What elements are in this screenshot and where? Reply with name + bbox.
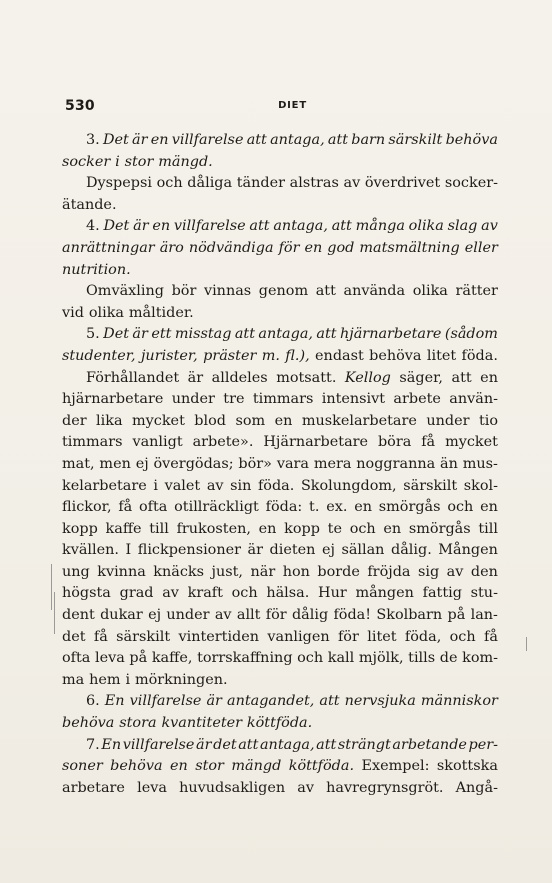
word: timmars — [252, 391, 314, 408]
word: mången — [355, 585, 414, 602]
word: anrättningar — [62, 239, 155, 256]
word: motsatt. — [276, 369, 337, 386]
word: att — [451, 369, 472, 386]
word: hälsa. — [266, 585, 310, 602]
word: kvällen. — [62, 542, 119, 559]
text-line — [62, 778, 498, 800]
text-line — [62, 389, 498, 411]
word: att — [246, 132, 267, 148]
word: lan- — [470, 607, 498, 624]
text-line — [62, 238, 498, 260]
word: överdrivet — [364, 175, 441, 192]
word: strängt — [337, 736, 391, 753]
word: att — [319, 693, 340, 710]
word: stu- — [470, 585, 498, 602]
word: att — [316, 326, 337, 343]
word: använda — [343, 283, 406, 300]
word: vanligt — [132, 434, 183, 451]
word: matsmältning — [359, 239, 460, 256]
word: I — [125, 542, 132, 559]
word: endast — [315, 347, 364, 364]
word: dålig — [291, 607, 329, 624]
word: att — [315, 283, 336, 300]
word: ej — [148, 607, 162, 624]
word: säger, — [399, 369, 443, 386]
word: och — [231, 585, 258, 602]
word: högsta — [62, 585, 111, 602]
word: alstras — [289, 175, 339, 192]
word: behöva — [445, 132, 498, 148]
word: en — [383, 520, 402, 537]
word: leva — [94, 650, 125, 667]
word: särskilt — [116, 628, 171, 645]
word: smörgås — [378, 499, 441, 516]
text-line — [62, 713, 498, 735]
word: av — [343, 175, 361, 192]
word: socker — [62, 153, 111, 170]
word: 5. — [86, 326, 100, 343]
text-line — [62, 152, 498, 174]
word: (sådom — [444, 326, 498, 343]
word: att — [238, 736, 259, 753]
word: sin — [230, 477, 252, 494]
word: en — [150, 132, 169, 148]
text-line — [62, 454, 498, 476]
margin-mark — [54, 592, 55, 634]
word: och — [447, 499, 474, 516]
word: 7. — [86, 736, 100, 753]
word: mycket — [132, 412, 185, 429]
word: vanligen — [267, 628, 330, 645]
word: fröjda — [367, 563, 411, 580]
word: antaga, — [270, 132, 325, 148]
word: präster — [203, 347, 257, 364]
word: torrskaffning — [197, 650, 293, 667]
word: kelarbetare — [62, 477, 147, 494]
word: i — [153, 477, 158, 494]
word: ej — [321, 542, 335, 559]
word: timmars — [62, 434, 123, 451]
word: är — [247, 542, 263, 559]
word: otillräckligt — [174, 499, 259, 516]
word: som — [235, 412, 266, 429]
word: till — [149, 520, 169, 537]
word: soner — [62, 758, 103, 775]
word: böra — [377, 434, 412, 451]
word: och — [297, 650, 324, 667]
word: Exempel: — [361, 758, 430, 775]
word: kaffe, — [151, 650, 193, 667]
word: kvinna — [97, 563, 146, 580]
text-line — [62, 605, 498, 627]
word: mera — [313, 455, 352, 472]
word: få — [93, 628, 108, 645]
word: vinnas — [203, 283, 252, 300]
word: leva — [137, 779, 167, 796]
word: särskilt — [403, 477, 458, 494]
word: barn — [351, 132, 386, 148]
word: arbetande — [392, 736, 467, 753]
word: En — [104, 693, 125, 710]
word: Skolbarn — [376, 607, 443, 624]
word: under — [426, 412, 470, 429]
word: flickpensioner — [137, 542, 242, 559]
word: Angå- — [455, 779, 498, 796]
word: arbetare — [62, 779, 125, 796]
word: villfarelse — [173, 218, 246, 235]
word: arbete». — [192, 434, 254, 451]
body-text — [62, 130, 498, 799]
word: flickor, — [62, 499, 112, 516]
word: ej — [135, 455, 149, 472]
word: av — [481, 218, 498, 235]
word: av — [297, 779, 314, 796]
word: föda: — [265, 499, 303, 516]
word: genom — [258, 283, 309, 300]
word: dålig. — [390, 542, 432, 559]
word: litet — [367, 628, 397, 645]
word: villfarelse — [171, 132, 244, 148]
page-number: 530 — [65, 98, 95, 114]
word: att — [234, 326, 255, 343]
word: rätter — [455, 283, 498, 300]
word: arbete — [393, 391, 441, 408]
word: kraft — [187, 585, 223, 602]
word: studenter, — [62, 347, 136, 364]
word: hem — [89, 671, 121, 688]
word: Det — [103, 218, 130, 235]
text-line — [62, 497, 498, 519]
word: människor — [420, 693, 498, 710]
word: en — [354, 499, 372, 516]
word: ex. — [326, 499, 348, 516]
word: mängd — [231, 758, 282, 775]
word: föda! — [333, 607, 372, 624]
word: fattig — [422, 585, 462, 602]
margin-mark — [51, 564, 52, 610]
word: smörgås — [408, 520, 471, 537]
word: mat, — [62, 455, 95, 472]
word: när — [250, 563, 276, 580]
margin-mark — [526, 637, 527, 651]
word: är — [132, 132, 148, 148]
word: m. — [261, 347, 280, 364]
word: en — [274, 412, 293, 429]
word: skottska — [436, 758, 498, 775]
word: är — [206, 693, 222, 710]
word: hjärnarbetare — [62, 391, 164, 408]
text-line — [62, 519, 498, 541]
word: sällan — [341, 542, 385, 559]
word: socker- — [444, 175, 498, 192]
word: vara — [276, 455, 309, 472]
word: ätande. — [62, 196, 117, 213]
word: En — [101, 736, 122, 753]
word: i — [115, 153, 120, 170]
word: alldeles — [211, 369, 268, 386]
text-line — [62, 195, 498, 217]
word: dent — [62, 607, 95, 624]
word: slag — [447, 218, 478, 235]
word: der — [62, 412, 87, 429]
word: jurister, — [140, 347, 198, 364]
text-line — [62, 756, 498, 778]
word: noggranna — [356, 455, 436, 472]
word: grad — [119, 585, 154, 602]
word: hjärnarbetare — [340, 326, 442, 343]
word: att — [249, 218, 270, 235]
word: borde — [317, 563, 360, 580]
word: till — [478, 520, 498, 537]
word: ofta — [139, 499, 168, 516]
word: en — [152, 218, 171, 235]
word: per- — [468, 736, 498, 753]
word: vintertiden — [178, 628, 260, 645]
word: Förhållandet — [86, 369, 180, 386]
text-line — [62, 260, 498, 282]
word: en — [169, 758, 188, 775]
word: det — [62, 628, 86, 645]
word: på — [447, 607, 466, 624]
word: köttföda. — [288, 758, 355, 775]
text-line — [62, 476, 498, 498]
word: de — [439, 650, 458, 667]
word: antaga, — [259, 736, 315, 753]
word: dukar — [100, 607, 143, 624]
word: dåliga — [187, 175, 233, 192]
word: intensivt — [321, 391, 386, 408]
word: Dyspepsi — [86, 175, 152, 192]
word: mörkningen. — [134, 671, 228, 688]
word: valet — [164, 477, 201, 494]
word: frukosten, — [176, 520, 251, 537]
word: Kellog — [344, 369, 391, 386]
word: antagandet, — [226, 693, 315, 710]
word: använ- — [449, 391, 498, 408]
word: men — [99, 455, 131, 472]
text-line — [62, 562, 498, 584]
word: av — [162, 585, 179, 602]
running-head: DIET — [278, 100, 307, 111]
word: 4. — [86, 218, 100, 235]
word: övergödas; — [153, 455, 234, 472]
word: tills — [408, 650, 436, 667]
word: av — [446, 563, 464, 580]
word: Det — [103, 326, 129, 343]
word: under — [171, 391, 215, 408]
word: för — [278, 239, 300, 256]
word: te — [327, 520, 342, 537]
word: få — [421, 434, 436, 451]
text-line — [62, 735, 498, 757]
text-line — [62, 324, 498, 346]
word: och — [349, 520, 376, 537]
word: god — [327, 239, 355, 256]
word: äro — [159, 239, 184, 256]
text-line — [62, 173, 498, 195]
word: att — [331, 218, 352, 235]
text-line — [62, 648, 498, 670]
word: för — [337, 628, 359, 645]
word: havregrynsgröt. — [326, 779, 444, 796]
word: Mången — [438, 542, 498, 559]
word: Hjärnarbetare — [263, 434, 369, 451]
word: kopp — [284, 520, 320, 537]
text-line — [62, 216, 498, 238]
text-line — [62, 411, 498, 433]
word: den — [470, 563, 498, 580]
word: stora — [119, 715, 157, 732]
word: en — [304, 239, 323, 256]
word: och — [156, 175, 183, 192]
word: tio — [478, 412, 498, 429]
text-line — [62, 432, 498, 454]
word: mjölk, — [358, 650, 404, 667]
word: mycket — [445, 434, 498, 451]
word: Skolungdom, — [300, 477, 397, 494]
word: stor — [195, 758, 224, 775]
text-line — [62, 130, 498, 152]
word: hon — [282, 563, 310, 580]
word: olika — [88, 304, 125, 321]
word: att — [327, 132, 349, 148]
word: t. — [309, 499, 320, 516]
word: under — [166, 607, 210, 624]
word: särskilt — [388, 132, 443, 148]
word: nervsjuka — [344, 693, 416, 710]
word: knäcks — [153, 563, 205, 580]
word: en — [480, 499, 498, 516]
text-line — [62, 627, 498, 649]
word: Hur — [318, 585, 347, 602]
word: för — [265, 607, 287, 624]
word: vid — [62, 304, 84, 321]
word: Det — [102, 132, 129, 148]
word: antaga, — [273, 218, 328, 235]
word: föda. — [461, 347, 498, 364]
word: köttföda. — [246, 715, 313, 732]
word: lika — [96, 412, 123, 429]
word: ofta — [62, 650, 91, 667]
word: olika — [412, 283, 448, 300]
word: dieten — [269, 542, 316, 559]
word: behöva — [369, 347, 422, 364]
word: litet — [426, 347, 457, 364]
word: är — [187, 369, 204, 386]
word: kaffe — [105, 520, 142, 537]
word: än — [440, 455, 458, 472]
word: tänder — [236, 175, 285, 192]
word: kom- — [462, 650, 498, 667]
word: kvantiteter — [161, 715, 243, 732]
word: villfarelse — [122, 736, 195, 753]
word: misstag — [174, 326, 232, 343]
word: fl.), — [285, 347, 310, 364]
text-line — [62, 346, 498, 368]
word: bör — [171, 283, 197, 300]
word: blod — [194, 412, 226, 429]
word: måltider. — [128, 304, 194, 321]
word: på — [129, 650, 148, 667]
word: mängd. — [158, 153, 213, 170]
word: 6. — [86, 693, 100, 710]
text-line — [62, 368, 498, 390]
word: av — [214, 607, 232, 624]
word: är — [133, 218, 149, 235]
text-line — [62, 691, 498, 713]
word: är — [132, 326, 148, 343]
word: kall — [327, 650, 355, 667]
word: ma — [62, 671, 85, 688]
word: föda. — [257, 477, 295, 494]
page-header — [65, 98, 512, 120]
word: 3. — [86, 132, 100, 148]
text-line — [62, 281, 498, 303]
word: att — [316, 736, 337, 753]
word: ung — [62, 563, 90, 580]
text-line — [62, 540, 498, 562]
word: just, — [211, 563, 243, 580]
word: mus- — [462, 455, 498, 472]
word: få — [118, 499, 133, 516]
word: är — [196, 736, 212, 753]
word: kopp — [62, 520, 98, 537]
word: muskelarbetare — [301, 412, 417, 429]
word: få — [484, 628, 498, 645]
word: villfarelse — [129, 693, 202, 710]
word: och — [449, 628, 476, 645]
word: föda, — [404, 628, 442, 645]
word: många — [355, 218, 405, 235]
word: huvudsakligen — [179, 779, 286, 796]
word: behöva — [62, 715, 115, 732]
word: av — [206, 477, 224, 494]
text-line — [62, 303, 498, 325]
word: stor — [124, 153, 154, 170]
word: skol- — [463, 477, 498, 494]
text-line — [62, 583, 498, 605]
word: ett — [151, 326, 172, 343]
word: en — [258, 520, 277, 537]
word: en — [480, 369, 498, 386]
word: olika — [408, 218, 444, 235]
word: det — [213, 736, 237, 753]
word: Omväxling — [86, 283, 164, 300]
word: bör» — [238, 455, 272, 472]
text-line — [62, 670, 498, 692]
word: i — [125, 671, 131, 688]
word: eller — [464, 239, 498, 256]
word: behöva — [110, 758, 163, 775]
word: tre — [223, 391, 245, 408]
word: antaga, — [258, 326, 313, 343]
word: allt — [236, 607, 261, 624]
word: sig — [417, 563, 440, 580]
word: nödvändiga — [188, 239, 274, 256]
word: nutrition. — [62, 261, 131, 278]
